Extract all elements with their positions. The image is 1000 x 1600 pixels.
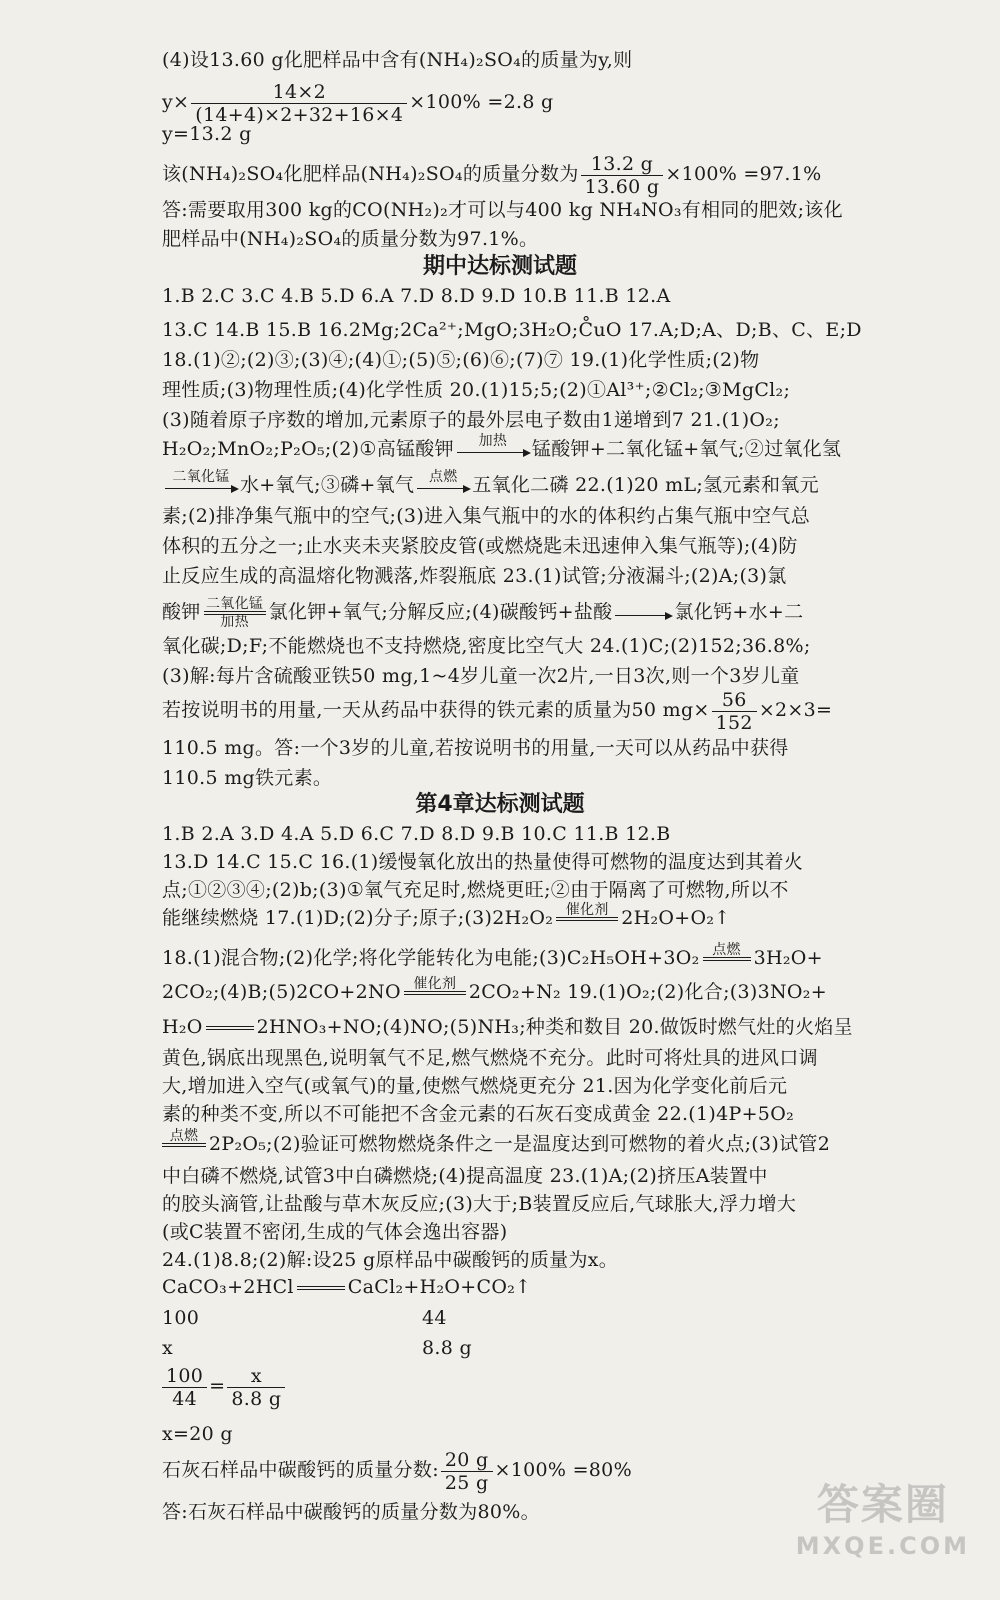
s3-row3: 点;①②③④;(2)b;(3)①氧气充足时,燃烧更旺;②由于隔离了可燃物,所以不 <box>162 879 789 901</box>
s2-row5: (3)随着原子序数的增加,元素原子的最外层电子数由1递增到7 21.(1)O₂; <box>162 409 780 431</box>
reaction-equals: 点燃 <box>703 943 751 975</box>
s2-row6: H₂O₂;MnO₂;P₂O₅;(2)①高锰酸钾 加热 锰酸钾+二氧化锰+氧气;②过氧化氢 <box>162 430 841 468</box>
s3-row12: 中白磷不燃烧,试管3中白磷燃烧;(4)提高温度 23.(1)A;(2)挤压A装置中 <box>162 1165 768 1187</box>
s3-row11: 点燃 2P₂O₅;(2)验证可燃物燃烧条件之一是温度达到可燃物的着火点;(3)试管2 <box>162 1124 830 1164</box>
s3-row7: H₂O 2HNO₃+NO;(4)NO;(5)NH₃;种类和数目 20.做饭时燃气灶的火焰呈 <box>162 1016 853 1038</box>
section-title-midterm: 期中达标测试题 <box>422 254 577 279</box>
s2-row14: 若按说明书的用量,一天从药品中获得的铁元素的质量为50 mg× $\frac{56}{152}$ ×2×3= <box>162 688 833 734</box>
s3-row14: (或C装置不密闭,生成的气体会逸出容器) <box>162 1221 508 1243</box>
reaction-equals: 催化剂 <box>556 903 618 935</box>
s3-row19: $\frac{100}{44}$ = $\frac{x}{8.8 g}$ <box>162 1364 287 1410</box>
s3-row22: 答:石灰石样品中碳酸钙的质量分数为80%。 <box>162 1501 540 1523</box>
reaction-equals: 催化剂 <box>404 977 466 1009</box>
reaction-equals: 二氧化锰 加热 <box>204 597 266 629</box>
s2-row1: 1.B 2.C 3.C 4.B 5.D 6.A 7.D 8.D 9.D 10.B 11.B 12.A <box>162 285 671 307</box>
s3-row13: 的胶头滴管,让盐酸与草木灰反应;(3)大于;B装置反应后,气球胀大,浮力增大 <box>162 1193 797 1215</box>
s1-line1: (4)设13.60 g化肥样品中含有(NH₄)₂SO₄的质量为y,则 <box>162 49 633 71</box>
s3-row2: 13.D 14.C 15.C 16.(1)缓慢氧化放出的热量使得可燃物的温度达到其着火 <box>162 851 804 873</box>
s3-row15: 24.(1)8.8;(2)解:设25 g原样品中碳酸钙的质量为x。 <box>162 1249 619 1271</box>
s3-row9: 大,增加进入空气(或氧气)的量,使燃气燃烧更充分 21.因为化学变化前后元 <box>162 1075 788 1097</box>
s3-row1: 1.B 2.A 3.D 4.A 5.D 6.C 7.D 8.D 9.B 10.C 11.B 12.B <box>162 823 671 845</box>
reaction-arrow: 二氧化锰 <box>165 470 237 503</box>
s2-row2: 13.C 14.B 15.B 16.2Mg;2Ca²⁺;MgO;3H₂O;C̊uO 17.A;D;A、D;B、C、E;D <box>162 319 862 341</box>
s2-row11: 酸钾 二氧化锰 加热 氯化钾+氧气;分解反应;(4)碳酸钙+盐酸 氯化钙+水+二 <box>162 596 804 630</box>
s2-row16: 110.5 mg铁元素。 <box>162 767 333 789</box>
s3-row18a: x <box>162 1337 174 1359</box>
s2-row7: 二氧化锰 水+氧气;③磷+氧气 点燃 五氧化二磷 22.(1)20 mL;氢元素和氧元 <box>162 466 819 504</box>
reaction-equals: 点燃 <box>162 1129 206 1161</box>
s1-line4: 该(NH₄)₂SO₄化肥样品(NH₄)₂SO₄的质量分数为 $\frac{13.2 g}{13.60 g}$ ×100% =97.1% <box>162 152 822 198</box>
watermark-logo: 答案圈 MXQE.COM <box>795 1480 970 1560</box>
s3-row10: 素的种类不变,所以不可能把不含金元素的石灰石变成黄金 22.(1)4P+5O₂ <box>162 1103 794 1125</box>
s2-row3: 18.(1)②;(2)③;(3)④;(4)①;(5)⑤;(6)⑥;(7)⑦ 19.(1)化学性质;(2)物 <box>162 349 760 371</box>
s2-row13: (3)解:每片含硫酸亚铁50 mg,1~4岁儿童一次2片,一日3次,则一个3岁儿童 <box>162 665 800 687</box>
s1-fraction: $\frac{14\times 2}{(14+4)\times 2+32+16\times 4}$ <box>191 81 407 126</box>
s3-row18b: 8.8 g <box>422 1337 472 1359</box>
s2-row8: 素;(2)排净集气瓶中的空气;(3)进入集气瓶中的水的体积约占集气瓶中空气总 <box>162 505 811 527</box>
reaction-arrow: 点燃 <box>417 470 469 503</box>
reaction-arrow <box>615 597 671 630</box>
s3-row6: 2CO₂;(4)B;(5)2CO+2NO 催化剂 2CO₂+N₂ 19.(1)O₂;(2)化合;(3)3NO₂+ <box>162 972 827 1012</box>
s1-line2: y× $\frac{14\times 2}{(14+4)\times 2+32+16\times 4}$ ×100% =2.8 g <box>162 80 554 126</box>
s2-row10: 止反应生成的高温熔化物溅落,炸裂瓶底 23.(1)试管;分液漏斗;(2)A;(3)氯 <box>162 565 787 587</box>
s3-row20: x=20 g <box>162 1423 233 1445</box>
s1-line5: 答:需要取用300 kg的CO(NH₂)₂才可以与400 kg NH₄NO₃有相同的肥效;该化 <box>162 199 843 221</box>
s3-row17a: 100 <box>162 1307 200 1329</box>
s3-row4: 能继续燃烧 17.(1)D;(2)分子;原子;(3)2H₂O₂ 催化剂 2H₂O+O₂↑ <box>162 898 731 938</box>
s3-row17b: 44 <box>422 1307 447 1329</box>
s2-row4: 理性质;(3)物理性质;(4)化学性质 20.(1)15;5;(2)①Al³⁺;②Cl₂;③MgCl₂; <box>162 379 791 401</box>
s3-row5: 18.(1)混合物;(2)化学;将化学能转化为电能;(3)C₂H₅OH+3O₂ 点燃 3H₂O+ <box>162 938 823 978</box>
s1-line3: y=13.2 g <box>162 123 252 145</box>
s2-row15: 110.5 mg。答:一个3岁的儿童,若按说明书的用量,一天可以从药品中获得 <box>162 737 789 759</box>
section-title-chapter4: 第4章达标测试题 <box>415 792 585 817</box>
reaction-equals <box>206 1026 254 1030</box>
s3-row8: 黄色,锅底出现黑色,说明氧气不足,燃气燃烧不充分。此时可将灶具的进风口调 <box>162 1047 818 1069</box>
s3-row16: CaCO₃+2HCl CaCl₂+H₂O+CO₂↑ <box>162 1276 532 1298</box>
s1-line6: 肥样品中(NH₄)₂SO₄的质量分数为97.1%。 <box>162 228 539 250</box>
s3-row21: 石灰石样品中碳酸钙的质量分数: $\frac{20 g}{25 g}$ ×100% =80% <box>162 1448 632 1494</box>
reaction-arrow: 加热 <box>457 434 529 467</box>
s2-row12: 氧化碳;D;F;不能燃烧也不支持燃烧,密度比空气大 24.(1)C;(2)152;36.8%; <box>162 635 811 657</box>
s2-row9: 体积的五分之一;止水夹未夹紧胶皮管(或燃烧匙未迅速伸入集气瓶等);(4)防 <box>162 535 798 557</box>
reaction-equals <box>297 1286 345 1290</box>
